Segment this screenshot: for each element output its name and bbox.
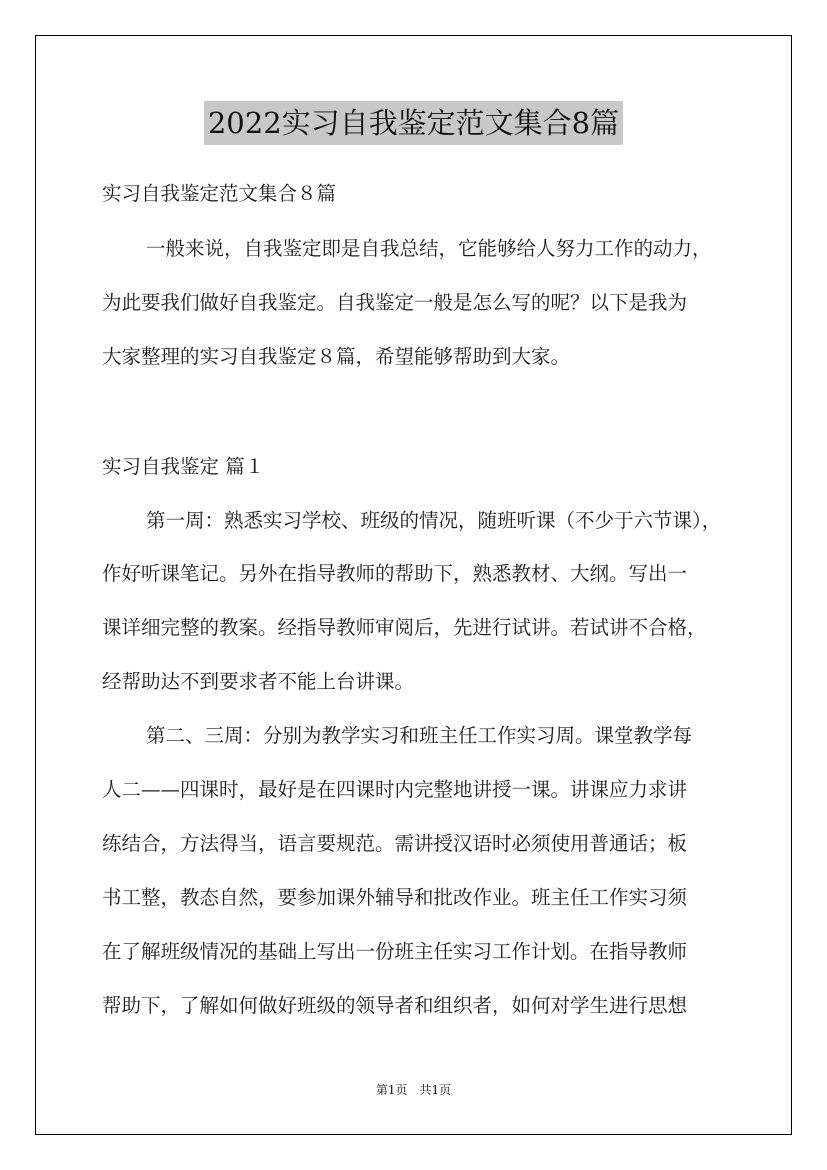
- title-container: [0, 101, 827, 145]
- document-subtitle: 实习自我鉴定范文集合８篇: [102, 182, 337, 205]
- para2-line-6: 帮助下，了解如何做好班级的领导者和组织者，如何对学生进行思想: [102, 994, 688, 1017]
- section-heading: 实习自我鉴定 篇１: [102, 455, 265, 478]
- para1-line-1: 第一周：熟悉实习学校、班级的情况，随班听课（不少于六节课），: [146, 509, 722, 532]
- intro-line-2: 为此要我们做好自我鉴定。自我鉴定一般是怎么写的呢？以下是我为: [102, 291, 688, 314]
- para1-line-2: 作好听课笔记。另外在指导教师的帮助下，熟悉教材、大纲。写出一: [102, 562, 688, 585]
- intro-line-1: 一般来说，自我鉴定即是自我总结，它能够给人努力工作的动力，: [146, 237, 712, 260]
- intro-line-3: 大家整理的实习自我鉴定８篇，希望能够帮助到大家。: [102, 345, 571, 368]
- para2-line-3: 练结合，方法得当，语言要规范。需讲授汉语时必须使用普通话；板: [102, 832, 688, 855]
- document-title: 2022实习自我鉴定范文集合8篇: [204, 101, 623, 145]
- para2-line-1: 第二、三周：分别为教学实习和班主任工作实习周。课堂教学每: [146, 724, 693, 747]
- para2-line-2: 人二——四课时，最好是在四课时内完整地讲授一课。讲课应力求讲: [102, 778, 688, 801]
- page-number-footer: 第1页 共1页: [375, 1083, 452, 1097]
- para2-line-5: 在了解班级情况的基础上写出一份班主任实习工作计划。在指导教师: [102, 940, 688, 963]
- para1-line-3: 课详细完整的教案。经指导教师审阅后，先进行试讲。若试讲不合格，: [102, 616, 707, 639]
- para2-line-4: 书工整，教态自然，要参加课外辅导和批改作业。班主任工作实习须: [102, 886, 688, 909]
- para1-line-4: 经帮助达不到要求者不能上台讲课。: [102, 670, 415, 693]
